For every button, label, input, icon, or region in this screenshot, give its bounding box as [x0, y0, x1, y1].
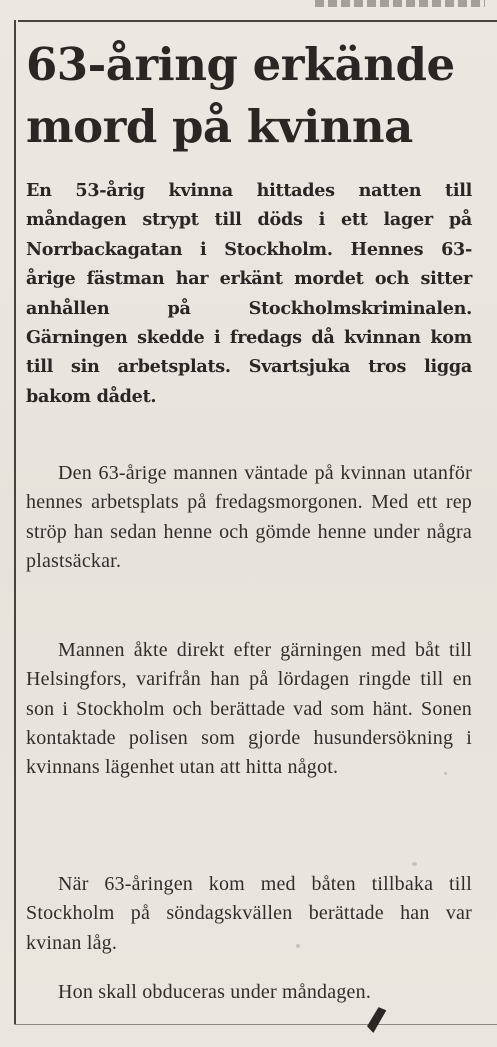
- article-paragraph-4: [26, 978, 472, 1007]
- paragraph-text: När 63-åringen kom med båten tillbaka till Stockholm på söndagskvällen berättade han var kvinan låg.: [26, 873, 472, 954]
- article-headline: 63-åring erkände mord på kvinna: [26, 38, 455, 153]
- bottom-rule: [14, 1024, 497, 1025]
- cut-off-header-fragment: [315, 0, 485, 8]
- column-border: [14, 20, 16, 1025]
- article-paragraph-1: [26, 459, 472, 576]
- paragraph-text: Mannen åkte direkt efter gärningen med båt till Helsingfors, varifrån han på lördagen ringde till en son i Stockholm och berättade vad som hänt. Sonen kontaktade polisen som gjorde husundersökning i kvinnans lägenhet utan att hitta något.: [26, 639, 472, 779]
- paper-speck: [296, 944, 300, 948]
- paragraph-text: Hon skall obduceras under måndagen.: [58, 981, 372, 1003]
- paper-speck: [444, 772, 447, 775]
- article-paragraph-2: [26, 636, 472, 782]
- paper-speck: [412, 862, 417, 866]
- article-lead: En 53-årig kvinna hittades natten till måndagen strypt till döds i ett lager på Norrbackagatan i Stockholm. Hennes 63-årige fästman har erkänt mordet och sitter anhållen på Stockholmskriminalen. Gärningen skedde i fredags då kvinnan kom till sin arbetsplats. Svartsjuka tros ligga bakom dådet.: [26, 180, 472, 407]
- ink-mark: [366, 1006, 387, 1035]
- article-paragraph-3: [26, 870, 472, 958]
- top-rule: [18, 20, 497, 22]
- paragraph-text: Den 63-årige mannen väntade på kvinnan utanför hennes arbetsplats på fredagsmorgonen. Med ett rep ströp han sedan henne och gömde henne under några plastsäckar.: [26, 462, 472, 572]
